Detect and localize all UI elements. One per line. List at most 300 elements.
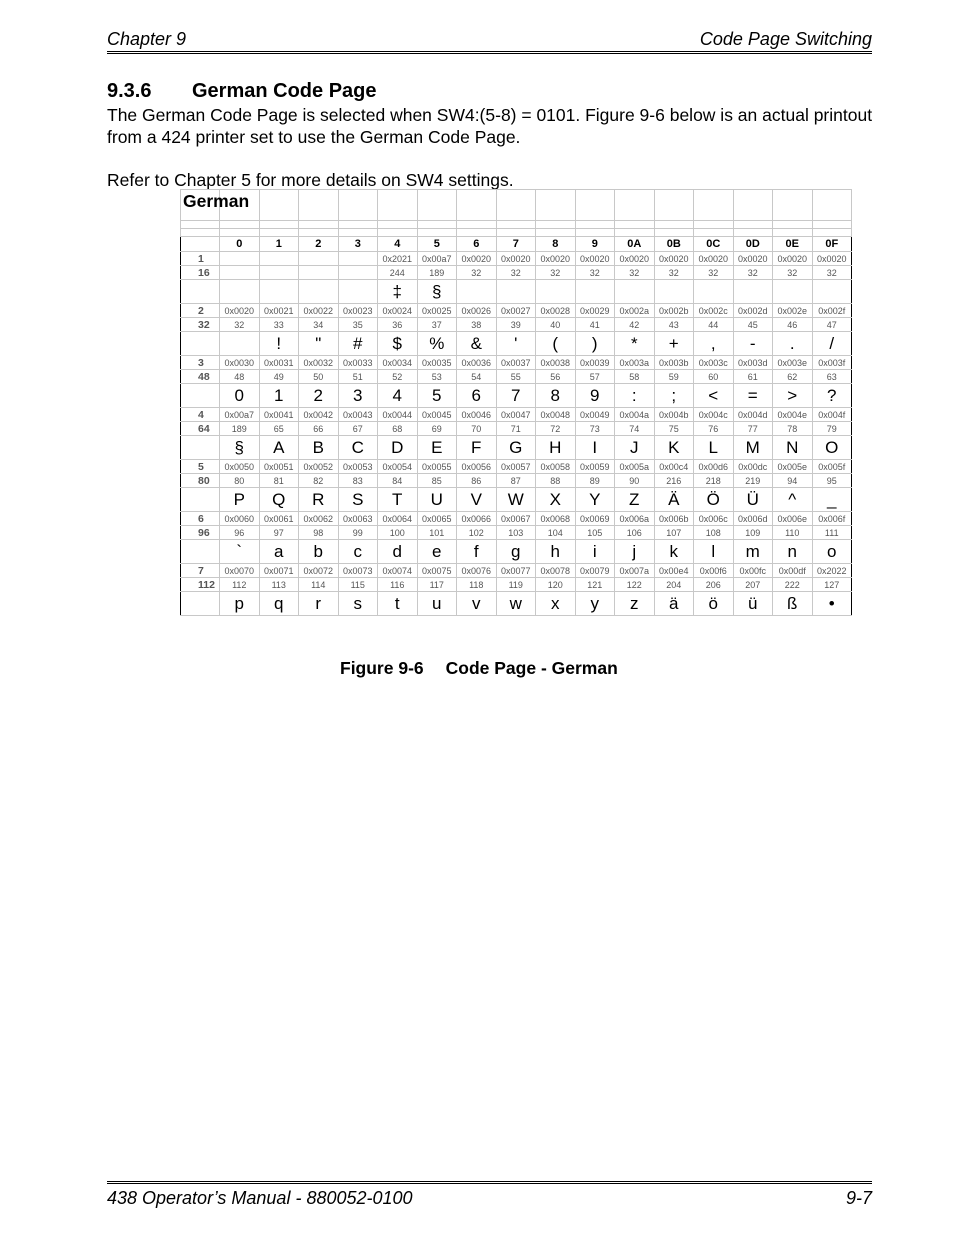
glyph-row — [181, 488, 852, 512]
unicode-code-cell: 0x0051 — [259, 460, 299, 474]
glyph-cell — [259, 280, 299, 304]
unicode-code-cell: 0x0049 — [575, 408, 615, 422]
decimal-code-cell — [299, 266, 339, 280]
spacer-cell — [615, 229, 655, 237]
unicode-code-cell: 0x00d6 — [694, 460, 734, 474]
page-header — [107, 29, 872, 54]
decimal-code-cell: 50 — [299, 370, 339, 384]
decimal-code-cell: 32 — [733, 266, 773, 280]
decimal-code-cell: 127 — [812, 578, 852, 592]
unicode-code-cell: 0x004d — [733, 408, 773, 422]
unicode-code-cell: 0x0020 — [615, 252, 655, 266]
glyph-row — [181, 332, 852, 356]
glyph-cell: > — [773, 384, 813, 408]
glyph-cell: P — [220, 488, 260, 512]
section-number: 9.3.6 — [107, 80, 152, 102]
decimal-code-cell: 78 — [773, 422, 813, 436]
section-heading — [107, 80, 377, 103]
glyph-cell: ) — [575, 332, 615, 356]
decimal-code-cell: 118 — [457, 578, 497, 592]
decimal-code-cell — [338, 266, 378, 280]
spacer-cell — [615, 221, 655, 229]
row-label-empty — [181, 488, 220, 512]
decimal-code-cell: 61 — [733, 370, 773, 384]
glyph-cell: Z — [615, 488, 655, 512]
table-spacer-row — [181, 221, 852, 229]
column-header: 0B — [654, 237, 694, 252]
code-row — [181, 252, 852, 266]
unicode-code-cell: 0x003c — [694, 356, 734, 370]
unicode-code-cell: 0x0072 — [299, 564, 339, 578]
glyph-cell: K — [654, 436, 694, 460]
glyph-cell: s — [338, 592, 378, 616]
unicode-code-cell: 0x002b — [654, 304, 694, 318]
glyph-cell: c — [338, 540, 378, 564]
decimal-code-cell: 69 — [417, 422, 457, 436]
glyph-cell: Y — [575, 488, 615, 512]
decimal-row — [181, 474, 852, 488]
code-row — [181, 304, 852, 318]
decimal-code-cell: 32 — [457, 266, 497, 280]
unicode-code-cell: 0x0025 — [417, 304, 457, 318]
decimal-code-cell — [220, 266, 260, 280]
decimal-code-cell: 112 — [220, 578, 260, 592]
decimal-code-cell: 121 — [575, 578, 615, 592]
glyph-cell: / — [812, 332, 852, 356]
row-label-hex: 6 — [198, 513, 204, 525]
glyph-cell: * — [615, 332, 655, 356]
glyph-cell: B — [299, 436, 339, 460]
spacer-cell — [299, 229, 339, 237]
unicode-code-cell: 0x00c4 — [654, 460, 694, 474]
decimal-code-cell: 32 — [654, 266, 694, 280]
decimal-code-cell: 44 — [694, 318, 734, 332]
decimal-code-cell: 84 — [378, 474, 418, 488]
unicode-code-cell: 0x0073 — [338, 564, 378, 578]
spacer-cell — [536, 229, 576, 237]
decimal-row — [181, 422, 852, 436]
unicode-code-cell: 0x0076 — [457, 564, 497, 578]
unicode-code-cell: 0x0037 — [496, 356, 536, 370]
unicode-code-cell: 0x0020 — [457, 252, 497, 266]
spacer-cell — [733, 221, 773, 229]
glyph-cell: a — [259, 540, 299, 564]
unicode-code-cell: 0x0020 — [654, 252, 694, 266]
unicode-code-cell: 0x002f — [812, 304, 852, 318]
unicode-code-cell: 0x00fc — [733, 564, 773, 578]
column-header: 0D — [733, 237, 773, 252]
decimal-code-cell: 108 — [694, 526, 734, 540]
glyph-cell: : — [615, 384, 655, 408]
decimal-code-cell: 60 — [694, 370, 734, 384]
unicode-code-cell: 0x0068 — [536, 512, 576, 526]
unicode-code-cell: 0x2021 — [378, 252, 418, 266]
column-header-corner — [181, 237, 220, 252]
unicode-code-cell: 0x0057 — [496, 460, 536, 474]
unicode-code-cell: 0x0078 — [536, 564, 576, 578]
unicode-code-cell: 0x0055 — [417, 460, 457, 474]
row-label-decimal: 32 — [198, 319, 210, 331]
row-label-hex: 1 — [198, 253, 204, 265]
spacer-cell — [417, 229, 457, 237]
title-cell — [536, 190, 576, 221]
figure-title: German — [183, 191, 250, 211]
unicode-code-cell: 0x0074 — [378, 564, 418, 578]
glyph-cell: 6 — [457, 384, 497, 408]
decimal-code-cell: 189 — [417, 266, 457, 280]
decimal-code-cell: 67 — [338, 422, 378, 436]
decimal-code-cell: 117 — [417, 578, 457, 592]
row-label-decimal: 64 — [198, 423, 210, 435]
row-label — [181, 266, 220, 280]
glyph-cell: k — [654, 540, 694, 564]
glyph-cell: D — [378, 436, 418, 460]
glyph-cell: + — [654, 332, 694, 356]
glyph-cell: J — [615, 436, 655, 460]
glyph-row — [181, 436, 852, 460]
unicode-code-cell: 0x0023 — [338, 304, 378, 318]
title-cell — [733, 190, 773, 221]
decimal-code-cell: 83 — [338, 474, 378, 488]
unicode-code-cell — [259, 252, 299, 266]
decimal-code-cell: 97 — [259, 526, 299, 540]
spacer-cell — [181, 229, 220, 237]
glyph-cell: % — [417, 332, 457, 356]
glyph-cell: i — [575, 540, 615, 564]
glyph-cell: u — [417, 592, 457, 616]
unicode-code-cell: 0x0026 — [457, 304, 497, 318]
spacer-cell — [338, 221, 378, 229]
row-label-decimal: 16 — [198, 267, 210, 279]
unicode-code-cell: 0x00a7 — [220, 408, 260, 422]
decimal-code-cell: 70 — [457, 422, 497, 436]
glyph-cell — [615, 280, 655, 304]
glyph-cell: $ — [378, 332, 418, 356]
figure-caption-label: Figure 9-6 — [340, 658, 424, 678]
decimal-code-cell — [259, 266, 299, 280]
glyph-cell: g — [496, 540, 536, 564]
unicode-code-cell — [299, 252, 339, 266]
glyph-cell: 8 — [536, 384, 576, 408]
decimal-code-cell: 244 — [378, 266, 418, 280]
spacer-cell — [575, 221, 615, 229]
glyph-cell: . — [773, 332, 813, 356]
decimal-code-cell: 32 — [773, 266, 813, 280]
section-title: German Code Page — [192, 80, 377, 102]
unicode-code-cell: 0x007a — [615, 564, 655, 578]
spacer-cell — [694, 221, 734, 229]
glyph-cell: R — [299, 488, 339, 512]
glyph-cell: o — [812, 540, 852, 564]
row-label-hex: 7 — [198, 565, 204, 577]
unicode-code-cell: 0x0020 — [694, 252, 734, 266]
row-label-decimal: 80 — [198, 475, 210, 487]
decimal-code-cell: 32 — [694, 266, 734, 280]
unicode-code-cell: 0x002a — [615, 304, 655, 318]
unicode-code-cell: 0x0022 — [299, 304, 339, 318]
unicode-code-cell: 0x0041 — [259, 408, 299, 422]
footer-page-number: 9-7 — [845, 1188, 872, 1208]
glyph-cell: m — [733, 540, 773, 564]
glyph-cell: # — [338, 332, 378, 356]
unicode-code-cell: 0x004f — [812, 408, 852, 422]
glyph-cell: § — [417, 280, 457, 304]
glyph-cell: ö — [694, 592, 734, 616]
glyph-cell: l — [694, 540, 734, 564]
glyph-cell: x — [536, 592, 576, 616]
figure-caption-text: Code Page - German — [445, 658, 618, 678]
spacer-cell — [733, 229, 773, 237]
row-label-empty — [181, 540, 220, 564]
glyph-cell: 5 — [417, 384, 457, 408]
column-header: 2 — [299, 237, 339, 252]
decimal-row — [181, 526, 852, 540]
column-header: 8 — [536, 237, 576, 252]
unicode-code-cell: 0x0020 — [733, 252, 773, 266]
decimal-code-cell: 100 — [378, 526, 418, 540]
glyph-cell: M — [733, 436, 773, 460]
spacer-cell — [812, 229, 852, 237]
decimal-code-cell: 32 — [615, 266, 655, 280]
figure-caption — [340, 658, 618, 679]
unicode-code-cell: 0x0042 — [299, 408, 339, 422]
row-label — [181, 526, 220, 540]
title-cell — [773, 190, 813, 221]
unicode-code-cell: 0x0077 — [496, 564, 536, 578]
unicode-code-cell: 0x0020 — [812, 252, 852, 266]
spacer-cell — [496, 221, 536, 229]
unicode-code-cell: 0x002c — [694, 304, 734, 318]
glyph-cell: I — [575, 436, 615, 460]
title-cell — [299, 190, 339, 221]
glyph-cell: y — [575, 592, 615, 616]
decimal-code-cell: 32 — [536, 266, 576, 280]
unicode-code-cell: 0x005e — [773, 460, 813, 474]
column-header: 0F — [812, 237, 852, 252]
spacer-cell — [654, 221, 694, 229]
decimal-code-cell: 96 — [220, 526, 260, 540]
spacer-cell — [457, 229, 497, 237]
spacer-cell — [694, 229, 734, 237]
unicode-code-cell: 0x0056 — [457, 460, 497, 474]
decimal-code-cell: 122 — [615, 578, 655, 592]
decimal-code-cell: 80 — [220, 474, 260, 488]
decimal-code-cell: 98 — [299, 526, 339, 540]
glyph-cell: 3 — [338, 384, 378, 408]
unicode-code-cell: 0x0061 — [259, 512, 299, 526]
unicode-code-cell: 0x002e — [773, 304, 813, 318]
unicode-code-cell: 0x0059 — [575, 460, 615, 474]
glyph-cell: C — [338, 436, 378, 460]
glyph-row — [181, 592, 852, 616]
unicode-code-cell — [338, 252, 378, 266]
unicode-code-cell: 0x0020 — [575, 252, 615, 266]
glyph-cell: T — [378, 488, 418, 512]
glyph-cell — [773, 280, 813, 304]
glyph-cell: r — [299, 592, 339, 616]
unicode-code-cell: 0x005a — [615, 460, 655, 474]
decimal-code-cell: 53 — [417, 370, 457, 384]
decimal-code-cell: 32 — [575, 266, 615, 280]
decimal-code-cell: 58 — [615, 370, 655, 384]
decimal-code-cell: 87 — [496, 474, 536, 488]
unicode-code-cell: 0x0038 — [536, 356, 576, 370]
spacer-cell — [773, 229, 813, 237]
glyph-cell — [299, 280, 339, 304]
glyph-cell: e — [417, 540, 457, 564]
decimal-code-cell: 109 — [733, 526, 773, 540]
unicode-code-cell: 0x004b — [654, 408, 694, 422]
decimal-row — [181, 578, 852, 592]
glyph-cell: E — [417, 436, 457, 460]
intro-paragraph: The German Code Page is selected when SW4:(5-8) = 0101. Figure 9-6 below is an actual printout from a 424 printer set to use the German Code Page. — [107, 105, 873, 147]
unicode-code-cell: 0x0046 — [457, 408, 497, 422]
decimal-code-cell: 104 — [536, 526, 576, 540]
row-label-hex: 5 — [198, 461, 204, 473]
glyph-cell — [220, 280, 260, 304]
column-header-row — [181, 237, 852, 252]
glyph-cell: ä — [654, 592, 694, 616]
decimal-code-cell: 99 — [338, 526, 378, 540]
row-label — [181, 422, 220, 436]
unicode-code-cell: 0x0020 — [773, 252, 813, 266]
glyph-cell: Q — [259, 488, 299, 512]
decimal-code-cell: 59 — [654, 370, 694, 384]
decimal-row — [181, 318, 852, 332]
glyph-cell: b — [299, 540, 339, 564]
unicode-code-cell: 0x0064 — [378, 512, 418, 526]
glyph-cell: 1 — [259, 384, 299, 408]
decimal-code-cell: 54 — [457, 370, 497, 384]
unicode-code-cell: 0x006a — [615, 512, 655, 526]
glyph-cell — [457, 280, 497, 304]
decimal-code-cell: 90 — [615, 474, 655, 488]
unicode-code-cell: 0x004e — [773, 408, 813, 422]
glyph-cell: d — [378, 540, 418, 564]
decimal-code-cell: 206 — [694, 578, 734, 592]
decimal-code-cell: 218 — [694, 474, 734, 488]
unicode-code-cell: 0x0029 — [575, 304, 615, 318]
glyph-cell — [575, 280, 615, 304]
unicode-code-cell: 0x0048 — [536, 408, 576, 422]
decimal-code-cell: 73 — [575, 422, 615, 436]
glyph-cell: h — [536, 540, 576, 564]
glyph-cell: O — [812, 436, 852, 460]
unicode-code-cell: 0x0047 — [496, 408, 536, 422]
decimal-code-cell: 119 — [496, 578, 536, 592]
glyph-cell: § — [220, 436, 260, 460]
decimal-row — [181, 266, 852, 280]
glyph-cell: L — [694, 436, 734, 460]
glyph-cell: W — [496, 488, 536, 512]
glyph-cell: S — [338, 488, 378, 512]
code-row — [181, 408, 852, 422]
decimal-code-cell: 55 — [496, 370, 536, 384]
glyph-cell: , — [694, 332, 734, 356]
decimal-code-cell: 45 — [733, 318, 773, 332]
decimal-code-cell: 52 — [378, 370, 418, 384]
unicode-code-cell: 0x0034 — [378, 356, 418, 370]
column-header: 9 — [575, 237, 615, 252]
column-header: 0 — [220, 237, 260, 252]
unicode-code-cell: 0x006c — [694, 512, 734, 526]
table-title-row — [181, 190, 852, 221]
decimal-code-cell: 74 — [615, 422, 655, 436]
unicode-code-cell: 0x0054 — [378, 460, 418, 474]
spacer-cell — [299, 221, 339, 229]
glyph-cell: n — [773, 540, 813, 564]
decimal-code-cell: 51 — [338, 370, 378, 384]
glyph-cell: q — [259, 592, 299, 616]
unicode-code-cell: 0x003d — [733, 356, 773, 370]
decimal-code-cell: 89 — [575, 474, 615, 488]
decimal-code-cell: 105 — [575, 526, 615, 540]
unicode-code-cell: 0x2022 — [812, 564, 852, 578]
header-chapter: Chapter 9 — [107, 29, 187, 49]
reference-paragraph: Refer to Chapter 5 for more details on SW4 settings. — [107, 170, 514, 190]
decimal-code-cell: 94 — [773, 474, 813, 488]
glyph-cell: Ü — [733, 488, 773, 512]
decimal-code-cell: 42 — [615, 318, 655, 332]
decimal-code-cell: 207 — [733, 578, 773, 592]
decimal-code-cell: 57 — [575, 370, 615, 384]
row-label-empty — [181, 436, 220, 460]
unicode-code-cell: 0x006d — [733, 512, 773, 526]
decimal-code-cell: 110 — [773, 526, 813, 540]
row-label — [181, 318, 220, 332]
glyph-cell: & — [457, 332, 497, 356]
unicode-code-cell: 0x0062 — [299, 512, 339, 526]
unicode-code-cell: 0x0066 — [457, 512, 497, 526]
unicode-code-cell — [220, 252, 260, 266]
glyph-cell — [536, 280, 576, 304]
unicode-code-cell: 0x0024 — [378, 304, 418, 318]
code-row — [181, 356, 852, 370]
glyph-cell — [654, 280, 694, 304]
glyph-cell: Ä — [654, 488, 694, 512]
glyph-cell — [220, 332, 260, 356]
unicode-code-cell: 0x0075 — [417, 564, 457, 578]
glyph-cell: ? — [812, 384, 852, 408]
glyph-cell: = — [733, 384, 773, 408]
unicode-code-cell: 0x0021 — [259, 304, 299, 318]
unicode-code-cell: 0x003e — [773, 356, 813, 370]
decimal-code-cell: 103 — [496, 526, 536, 540]
glyph-cell: H — [536, 436, 576, 460]
decimal-code-cell: 41 — [575, 318, 615, 332]
decimal-code-cell: 65 — [259, 422, 299, 436]
spacer-cell — [536, 221, 576, 229]
glyph-cell — [694, 280, 734, 304]
decimal-code-cell: 219 — [733, 474, 773, 488]
unicode-code-cell: 0x0050 — [220, 460, 260, 474]
glyph-cell: v — [457, 592, 497, 616]
decimal-code-cell: 81 — [259, 474, 299, 488]
decimal-code-cell: 32 — [812, 266, 852, 280]
title-cell — [259, 190, 299, 221]
unicode-code-cell: 0x0071 — [259, 564, 299, 578]
title-cell — [575, 190, 615, 221]
unicode-code-cell: 0x0036 — [457, 356, 497, 370]
decimal-code-cell: 35 — [338, 318, 378, 332]
spacer-cell — [220, 229, 260, 237]
decimal-code-cell: 82 — [299, 474, 339, 488]
decimal-code-cell: 66 — [299, 422, 339, 436]
decimal-code-cell: 85 — [417, 474, 457, 488]
title-cell — [812, 190, 852, 221]
glyph-cell: ß — [773, 592, 813, 616]
decimal-code-cell: 37 — [417, 318, 457, 332]
